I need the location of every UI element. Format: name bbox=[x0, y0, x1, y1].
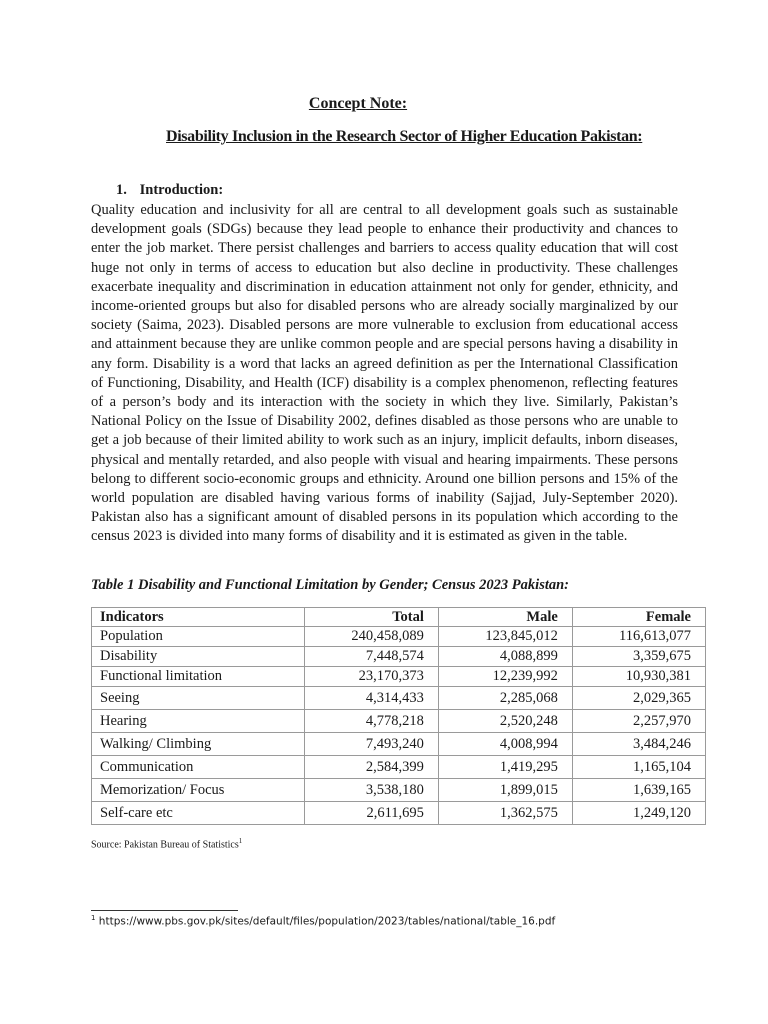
male-cell: 123,845,012 bbox=[438, 627, 572, 647]
female-cell: 10,930,381 bbox=[572, 667, 705, 687]
indicator-cell: Hearing bbox=[92, 710, 305, 733]
indicator-cell: Functional limitation bbox=[92, 667, 305, 687]
total-cell: 4,778,218 bbox=[305, 710, 439, 733]
indicator-cell: Disability bbox=[92, 647, 305, 667]
table-row bbox=[92, 687, 706, 710]
footnote-marker: 1 bbox=[91, 914, 96, 922]
female-cell: 3,359,675 bbox=[572, 647, 705, 667]
total-cell: 4,314,433 bbox=[305, 687, 439, 710]
female-cell: 116,613,077 bbox=[572, 627, 705, 647]
indicator-cell: Walking/ Climbing bbox=[92, 733, 305, 756]
table-row bbox=[92, 779, 706, 802]
male-cell: 12,239,992 bbox=[438, 667, 572, 687]
total-cell: 3,538,180 bbox=[305, 779, 439, 802]
table-header-row bbox=[92, 608, 706, 627]
footnote bbox=[91, 914, 555, 928]
header-total: Total bbox=[305, 608, 439, 627]
male-cell: 2,285,068 bbox=[438, 687, 572, 710]
female-cell: 3,484,246 bbox=[572, 733, 705, 756]
total-cell: 240,458,089 bbox=[305, 627, 439, 647]
table-row bbox=[92, 710, 706, 733]
section-number: 1. bbox=[116, 182, 127, 198]
header-female: Female bbox=[572, 608, 705, 627]
female-cell: 1,639,165 bbox=[572, 779, 705, 802]
female-cell: 1,165,104 bbox=[572, 756, 705, 779]
female-cell: 2,029,365 bbox=[572, 687, 705, 710]
total-cell: 7,493,240 bbox=[305, 733, 439, 756]
footnote-separator bbox=[91, 910, 238, 911]
disability-table bbox=[91, 607, 706, 825]
male-cell: 2,520,248 bbox=[438, 710, 572, 733]
table-row bbox=[92, 667, 706, 687]
indicator-cell: Self-care etc bbox=[92, 802, 305, 825]
page-title: Concept Note: bbox=[308, 95, 408, 112]
total-cell: 2,584,399 bbox=[305, 756, 439, 779]
table-row bbox=[92, 756, 706, 779]
footnote-ref[interactable]: 1 bbox=[238, 837, 243, 845]
page-subtitle: Disability Inclusion in the Research Sector of Higher Education Pakistan: bbox=[166, 128, 643, 145]
intro-paragraph: Quality education and inclusivity for all are central to all development goals such as sustainable development goals (SDGs) because they lead people to enhance their productivity and chances to enter the job market. There persist challenges and barriers to access quality education that will cost huge not only in terms of access to education but also decline in productivity. These challenges exacerbate inequality and discrimination in education attainment not only for gender, ethnicity, and income-oriented groups but also for disabled persons who are already socially marginalized by our society (Saima, 2023). Disabled persons are more vulnerable to exclusion from educational access and attainment because they are unlike common people and are special persons having a disability in any form. Disability is a word that lacks an agreed definition as per the International Classification of Functioning, Disability, and Health (ICF) disability is a complex phenomenon, reflecting features of a person’s body and its interaction with the society in which they live. Similarly, Pakistan’s National Policy on the Issue of Disability 2002, defines disabled as those persons who are unable to get a job because of their limited ability to work such as an injury, implicit defaults, inborn diseases, physical and mentally retarded, and also people with visual and hearing impairments. These persons belong to different socio-economic groups and ethnicity. Around one billion persons and 15% of the world population are disabled having various forms of inability (Sajjad, July-September 2020). Pakistan also has a significant amount of disabled persons in its population which according to the census 2023 is divided into many forms of disability and it is estimated as given in the table. bbox=[91, 202, 678, 545]
total-cell: 23,170,373 bbox=[305, 667, 439, 687]
table-row bbox=[92, 647, 706, 667]
source-text: Source: Pakistan Bureau of Statistics bbox=[91, 839, 239, 851]
female-cell: 1,249,120 bbox=[572, 802, 705, 825]
table-row bbox=[92, 802, 706, 825]
table-caption: Table 1 Disability and Functional Limitation by Gender; Census 2023 Pakistan: bbox=[91, 577, 570, 593]
table-source-note bbox=[91, 837, 242, 850]
header-indicators: Indicators bbox=[92, 608, 305, 627]
male-cell: 4,008,994 bbox=[438, 733, 572, 756]
male-cell: 4,088,899 bbox=[438, 647, 572, 667]
indicator-cell: Memorization/ Focus bbox=[92, 779, 305, 802]
total-cell: 2,611,695 bbox=[305, 802, 439, 825]
header-male: Male bbox=[438, 608, 572, 627]
footnote-url[interactable]: https://www.pbs.gov.pk/sites/default/files/population/2023/tables/national/table_16.pdf bbox=[95, 915, 556, 928]
indicator-cell: Communication bbox=[92, 756, 305, 779]
indicator-cell: Seeing bbox=[92, 687, 305, 710]
total-cell: 7,448,574 bbox=[305, 647, 439, 667]
table-row bbox=[92, 627, 706, 647]
section-heading bbox=[116, 182, 223, 199]
section-title: Introduction: bbox=[139, 182, 224, 198]
indicator-cell: Population bbox=[92, 627, 305, 647]
male-cell: 1,362,575 bbox=[438, 802, 572, 825]
male-cell: 1,419,295 bbox=[438, 756, 572, 779]
female-cell: 2,257,970 bbox=[572, 710, 705, 733]
table-row bbox=[92, 733, 706, 756]
male-cell: 1,899,015 bbox=[438, 779, 572, 802]
